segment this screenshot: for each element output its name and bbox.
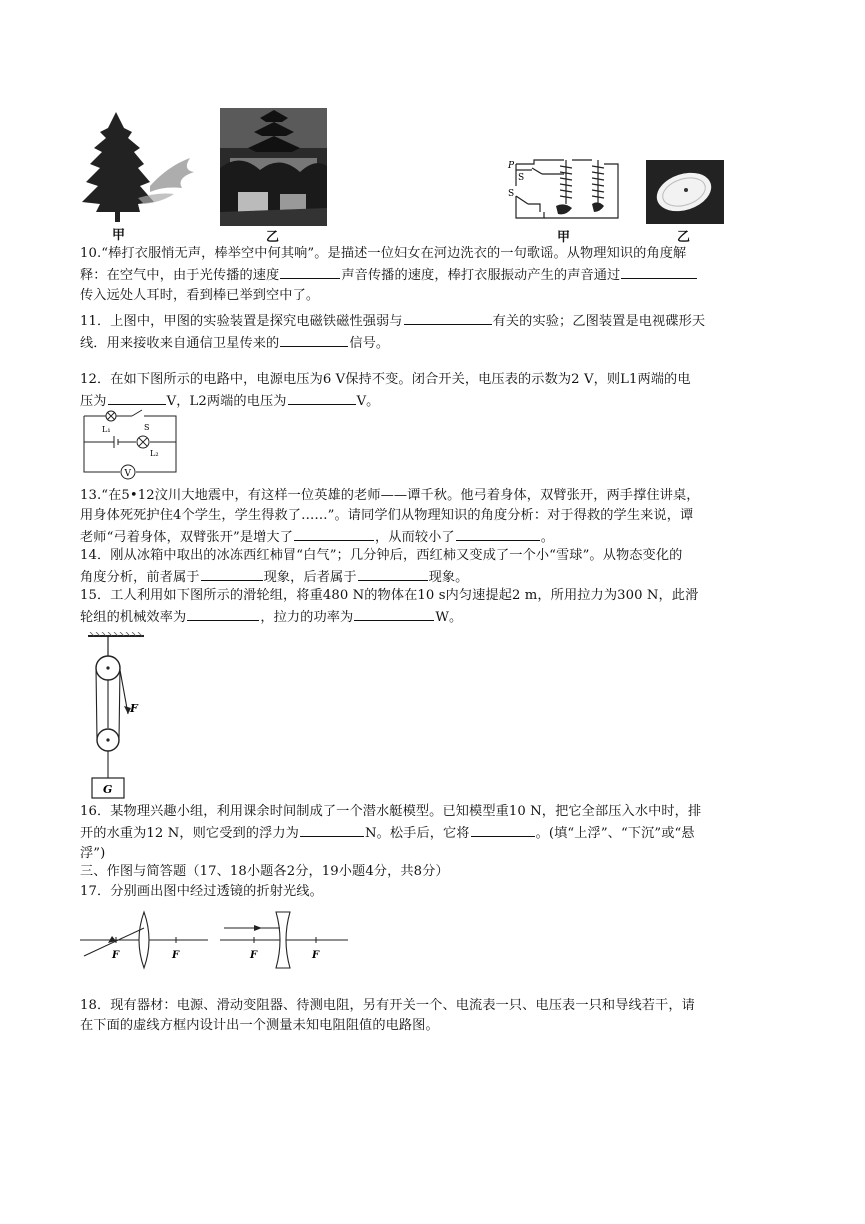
q15-line-2a: 轮组的机械效率为: [80, 610, 187, 625]
pagoda-photo: [220, 108, 327, 226]
q15-line-2b: ，拉力的功率为: [260, 610, 354, 625]
figure-label: 乙: [266, 230, 280, 245]
q13-line-1: 13.“在5•12汶川大地震中，有这样一位英雄的老师——谭千秋。他弓着身体，双臂张开，两手撑住讲桌，: [80, 488, 700, 503]
svg-text:S: S: [518, 173, 525, 183]
convex-lens-diagram: [80, 910, 210, 970]
electromagnet-figure: [506, 156, 624, 226]
figure-label: 乙: [677, 230, 691, 245]
question-15: [80, 586, 790, 628]
q14-line-1: 14．刚从冰箱中取出的冰冻西红柿冒“白气”；几分钟后，西红柿又变成了一个小“雪球”。从物态变化的: [80, 548, 683, 563]
q13-line-2: 用身体死死护住4个学生，学生得救了……”。请同学们从物理知识的角度分析：对于得救的学生来说，谭: [80, 508, 694, 523]
question-11: [80, 310, 790, 354]
section-3-heading: 三、作图与简答题（17、18小题各2分，19小题4分，共8分）: [80, 864, 449, 879]
figure-label: 甲: [112, 228, 126, 243]
q18-line-1: 18．现有器材：电源、滑动变阻器、待测电阻，另有开关一个、电流表一只、电压表一只和导线若干，请: [80, 998, 695, 1013]
question-10: [80, 244, 790, 306]
answer-blank[interactable]: [294, 526, 374, 541]
q11-line-2b: 信号。: [349, 336, 390, 351]
q14-line-2c: 现象。: [428, 570, 469, 585]
q12-line-2c: V。: [356, 394, 380, 409]
answer-blank[interactable]: [288, 390, 356, 405]
q16-line-2c: 。(填“上浮”、“下沉”或“悬: [535, 826, 695, 841]
answer-blank[interactable]: [358, 566, 428, 581]
switch-label: S: [144, 423, 150, 432]
answer-blank[interactable]: [354, 606, 434, 621]
q13-line-3c: 。: [540, 530, 555, 545]
answer-blank[interactable]: [300, 822, 364, 837]
pulley-system-diagram: [84, 632, 148, 800]
q12-line-1: 12．在如下图所示的电路中，电源电压为6 V保持不变。闭合开关，电压表的示数为2 V，则L1两端的电: [80, 372, 691, 387]
figure-label: 甲: [557, 230, 571, 245]
weight-label: G: [103, 783, 113, 796]
q10-line-2a: 释：在空气中，由于光传播的速度: [80, 268, 280, 283]
concave-lens-diagram: [218, 910, 350, 970]
q15-line-2c: W。: [435, 610, 463, 625]
q10-line-2b: 声音传播的速度，棒打衣服振动产生的声音通过: [341, 268, 621, 283]
answer-blank[interactable]: [280, 264, 340, 279]
focus-label: F: [172, 950, 180, 961]
q16-line-2a: 开的水重为12 N，则它受到的浮力为: [80, 826, 299, 841]
q15-line-1: 15．工人利用如下图所示的滑轮组，将重480 N的物体在10 s内匀速提起2 m，所用拉力为300 N，此滑: [80, 588, 699, 603]
tree-figure: [78, 108, 198, 230]
answer-blank[interactable]: [404, 310, 492, 325]
answer-blank[interactable]: [108, 390, 166, 405]
q11-line-1b: 有关的实验；乙图装置是电视碟形天: [492, 314, 706, 329]
q10-line-3: 传入远处人耳时，看到棒已举到空中了。: [80, 288, 320, 303]
svg-text:S: S: [508, 189, 515, 199]
q16-line-1: 16．某物理兴趣小组，利用课余时间制成了一个潜水艇模型。已知模型重10 N，把它全部压入水中时，排: [80, 804, 702, 819]
answer-blank[interactable]: [187, 606, 259, 621]
focus-label: F: [312, 950, 320, 961]
question-16: [80, 802, 790, 864]
q16-line-2b: N。松手后，它将: [364, 826, 470, 841]
question-17: 17．分别画出图中经过透镜的折射光线。: [80, 884, 323, 899]
series-circuit-diagram: [80, 408, 180, 480]
answer-blank[interactable]: [201, 566, 263, 581]
lamp-l1-label: L₁: [102, 425, 111, 434]
force-label: F: [130, 702, 138, 715]
dish-antenna-photo: [646, 160, 724, 224]
question-18: [80, 996, 790, 1036]
q14-line-2a: 角度分析，前者属于: [80, 570, 200, 585]
q11-line-2a: 线．用来接收来自通信卫星传来的: [80, 336, 280, 351]
q16-line-3: 浮”): [80, 846, 106, 861]
focus-label: F: [112, 950, 120, 961]
q13-line-3b: ，从而较小了: [375, 530, 455, 545]
q13-line-3a: 老师“弓着身体，双臂张开”是增大了: [80, 530, 293, 545]
q12-line-2b: V，L2两端的电压为: [166, 394, 287, 409]
lamp-l2-label: L₂: [150, 449, 159, 458]
question-12: [80, 370, 790, 412]
q14-line-2b: 现象，后者属于: [263, 570, 357, 585]
q10-line-1: 10.“棒打衣服悄无声，棒举空中何其响”。是描述一位妇女在河边洗衣的一句歌谣。从物理知识的角度解: [80, 246, 687, 261]
answer-blank[interactable]: [621, 264, 697, 279]
answer-blank[interactable]: [471, 822, 535, 837]
voltmeter-label: V: [124, 469, 131, 479]
q12-line-2a: 压为: [80, 394, 107, 409]
answer-blank[interactable]: [280, 332, 348, 347]
q11-line-1a: 11．上图中，甲图的实验装置是探究电磁铁磁性强弱与: [80, 314, 403, 329]
question-13: [80, 486, 790, 548]
focus-label: F: [250, 950, 258, 961]
question-14: [80, 546, 790, 588]
q18-line-2: 在下面的虚线方框内设计出一个测量未知电阻阻值的电路图。: [80, 1018, 439, 1033]
answer-blank[interactable]: [456, 526, 540, 541]
svg-text:P: P: [508, 161, 515, 171]
